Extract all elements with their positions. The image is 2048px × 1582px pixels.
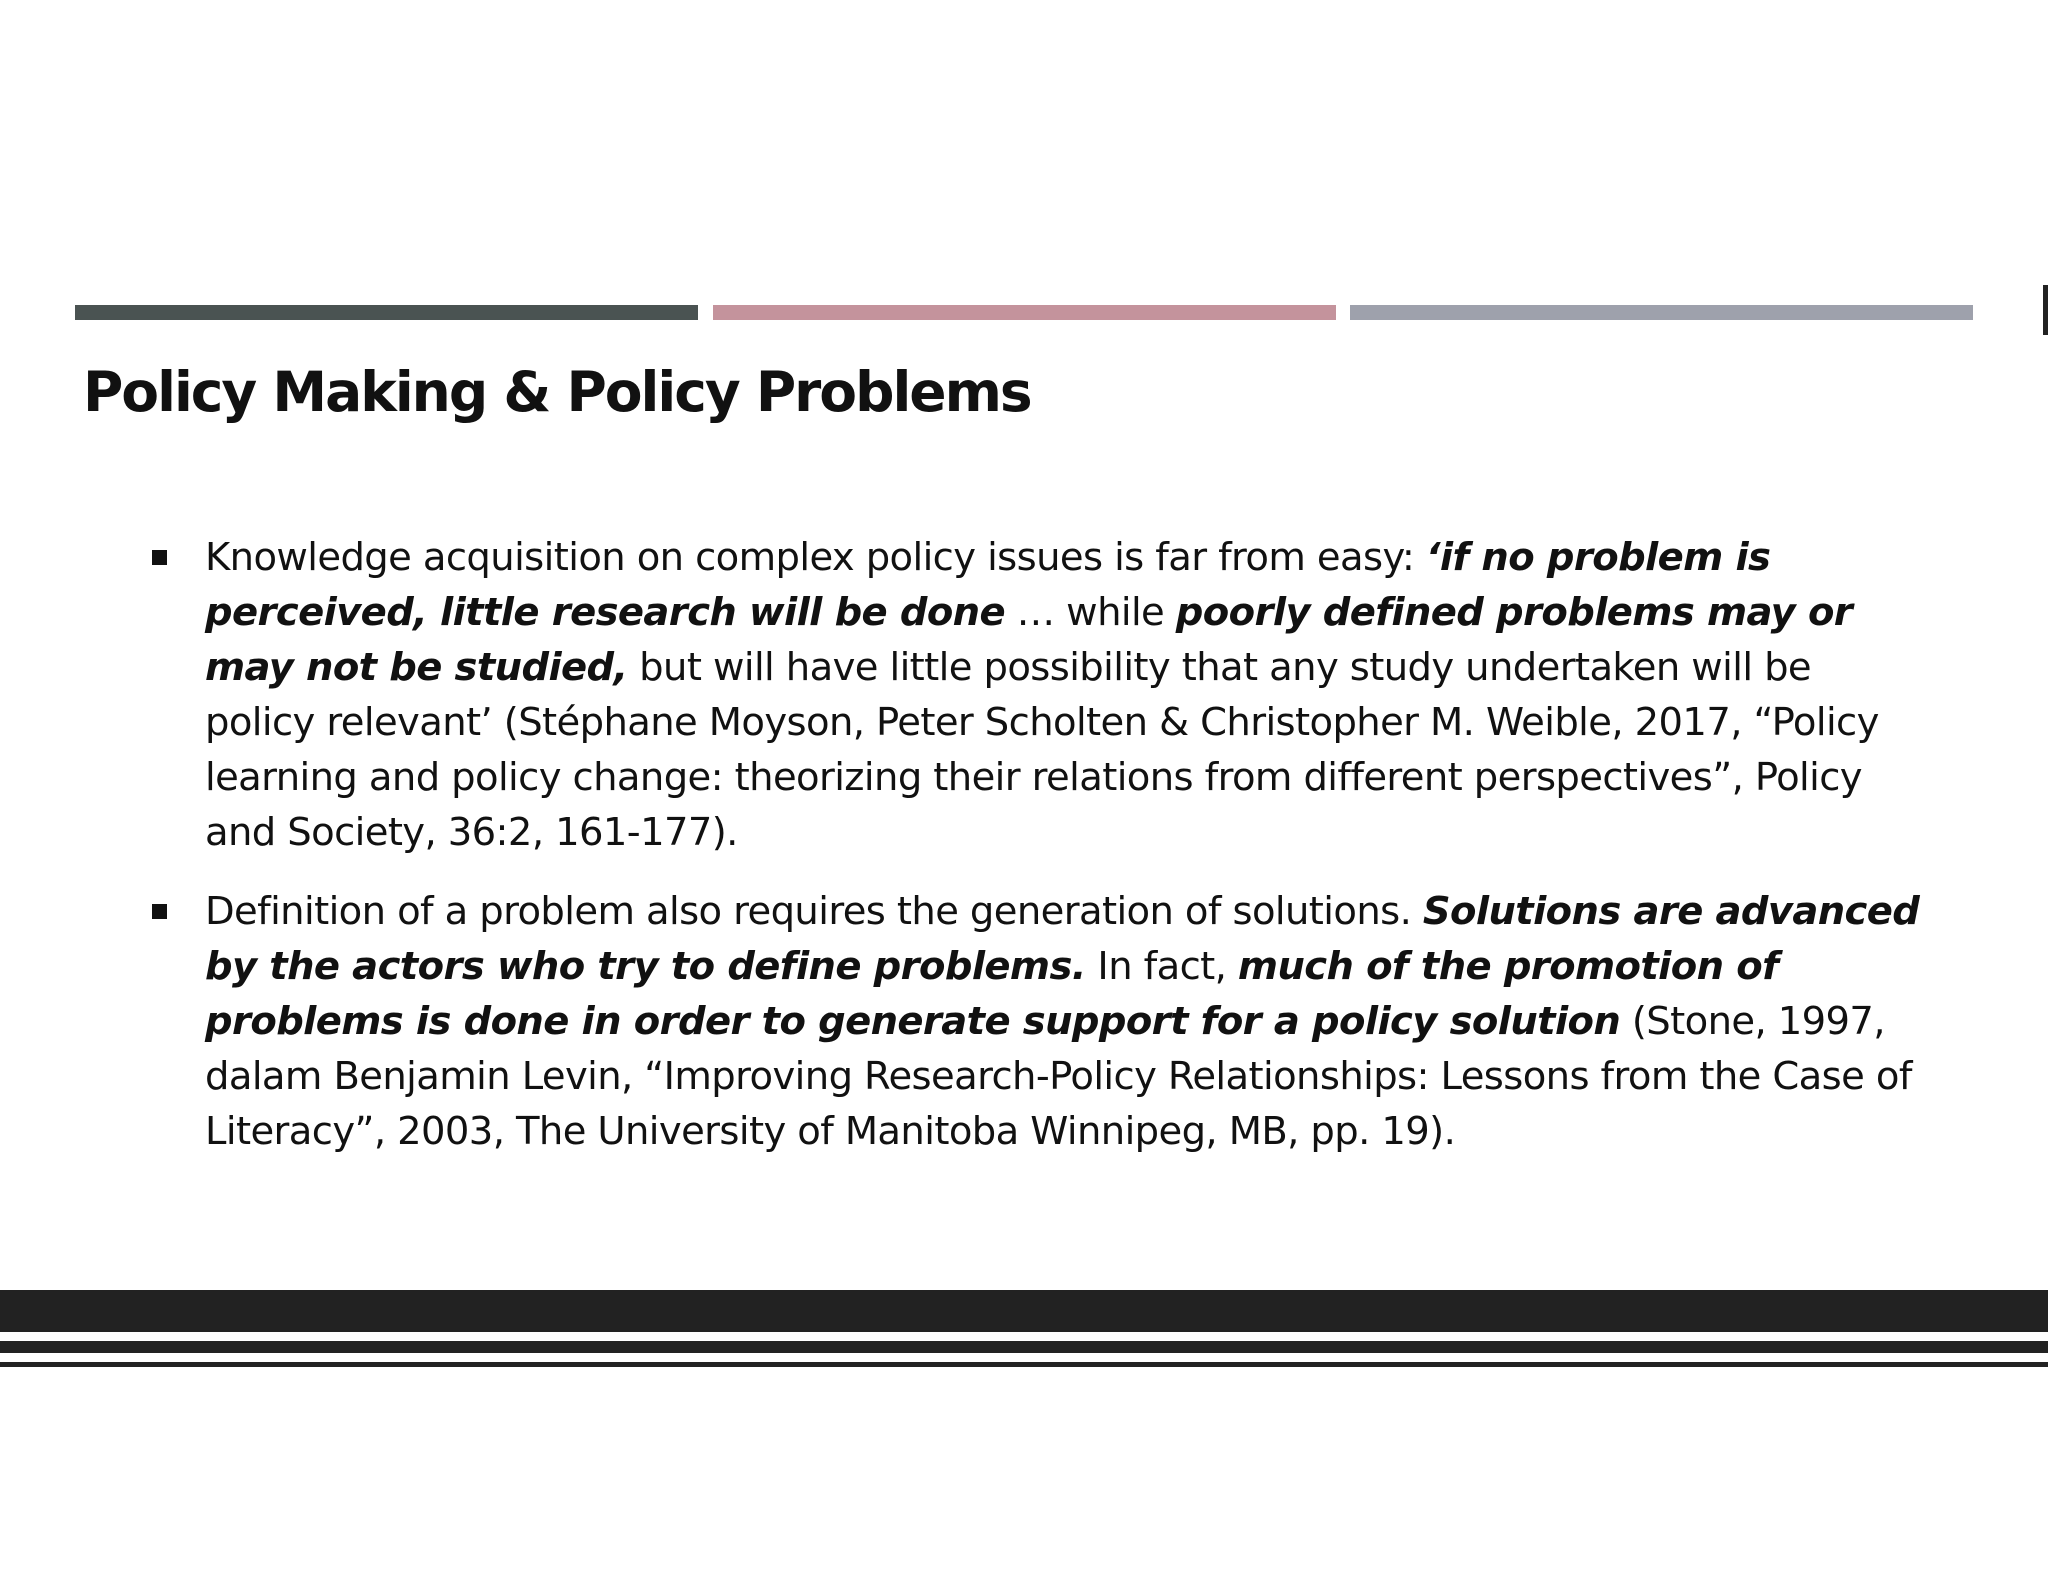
bullet-emphasis: much of the promotion of problems is done in order to generate support for a policy solution [205,944,1779,1044]
bullet-text-part: Knowledge acquisition on complex policy issues is far from easy: [205,535,1426,580]
accent-bar-dark [75,305,698,320]
bullet-item-knowledge-acquisition [145,530,1925,860]
square-bullet-icon [152,550,167,565]
accent-bar-gray [1350,305,1973,320]
footer-band-medium [0,1341,2048,1353]
square-bullet-icon [152,904,167,919]
bullet-text-part: (Stone, 1997, dalam Benjamin Levin, “Improving Research-Policy Relationships: Lessons from the Case of Literacy”, 2003, The University of Manitoba Winnipeg, MB, pp. 19). [205,999,1912,1154]
slide-title: Policy Making & Policy Problems [83,360,1031,424]
bullet-text-part: Definition of a problem also requires the generation of solutions. [205,889,1423,934]
bullet-emphasis: poorly defined problems may or may not be studied, [205,590,1853,690]
accent-bar-rose [713,305,1336,320]
bullet-text-part: In fact, [1085,944,1238,989]
bullet-text-part: but will have little possibility that any study undertaken will be policy relevant’ (Stéphane Moyson, Peter Scholten & Christopher M. Weible, 2017, “Policy learning and policy change: theorizing their relations from different perspectives”, Policy and Society, 36:2, 161-177). [205,645,1879,855]
bullet-emphasis: ‘if no problem is perceived, little research will be done [205,535,1771,635]
bullet-text-part: … while [1005,590,1176,635]
bullet-item-problem-definition [145,884,1925,1159]
bullet-list [145,530,1925,1183]
edge-mark [2043,285,2048,335]
footer-band-thick [0,1290,2048,1332]
footer-band-thin [0,1362,2048,1367]
bullet-emphasis: Solutions are advanced by the actors who try to define problems. [205,889,1920,989]
